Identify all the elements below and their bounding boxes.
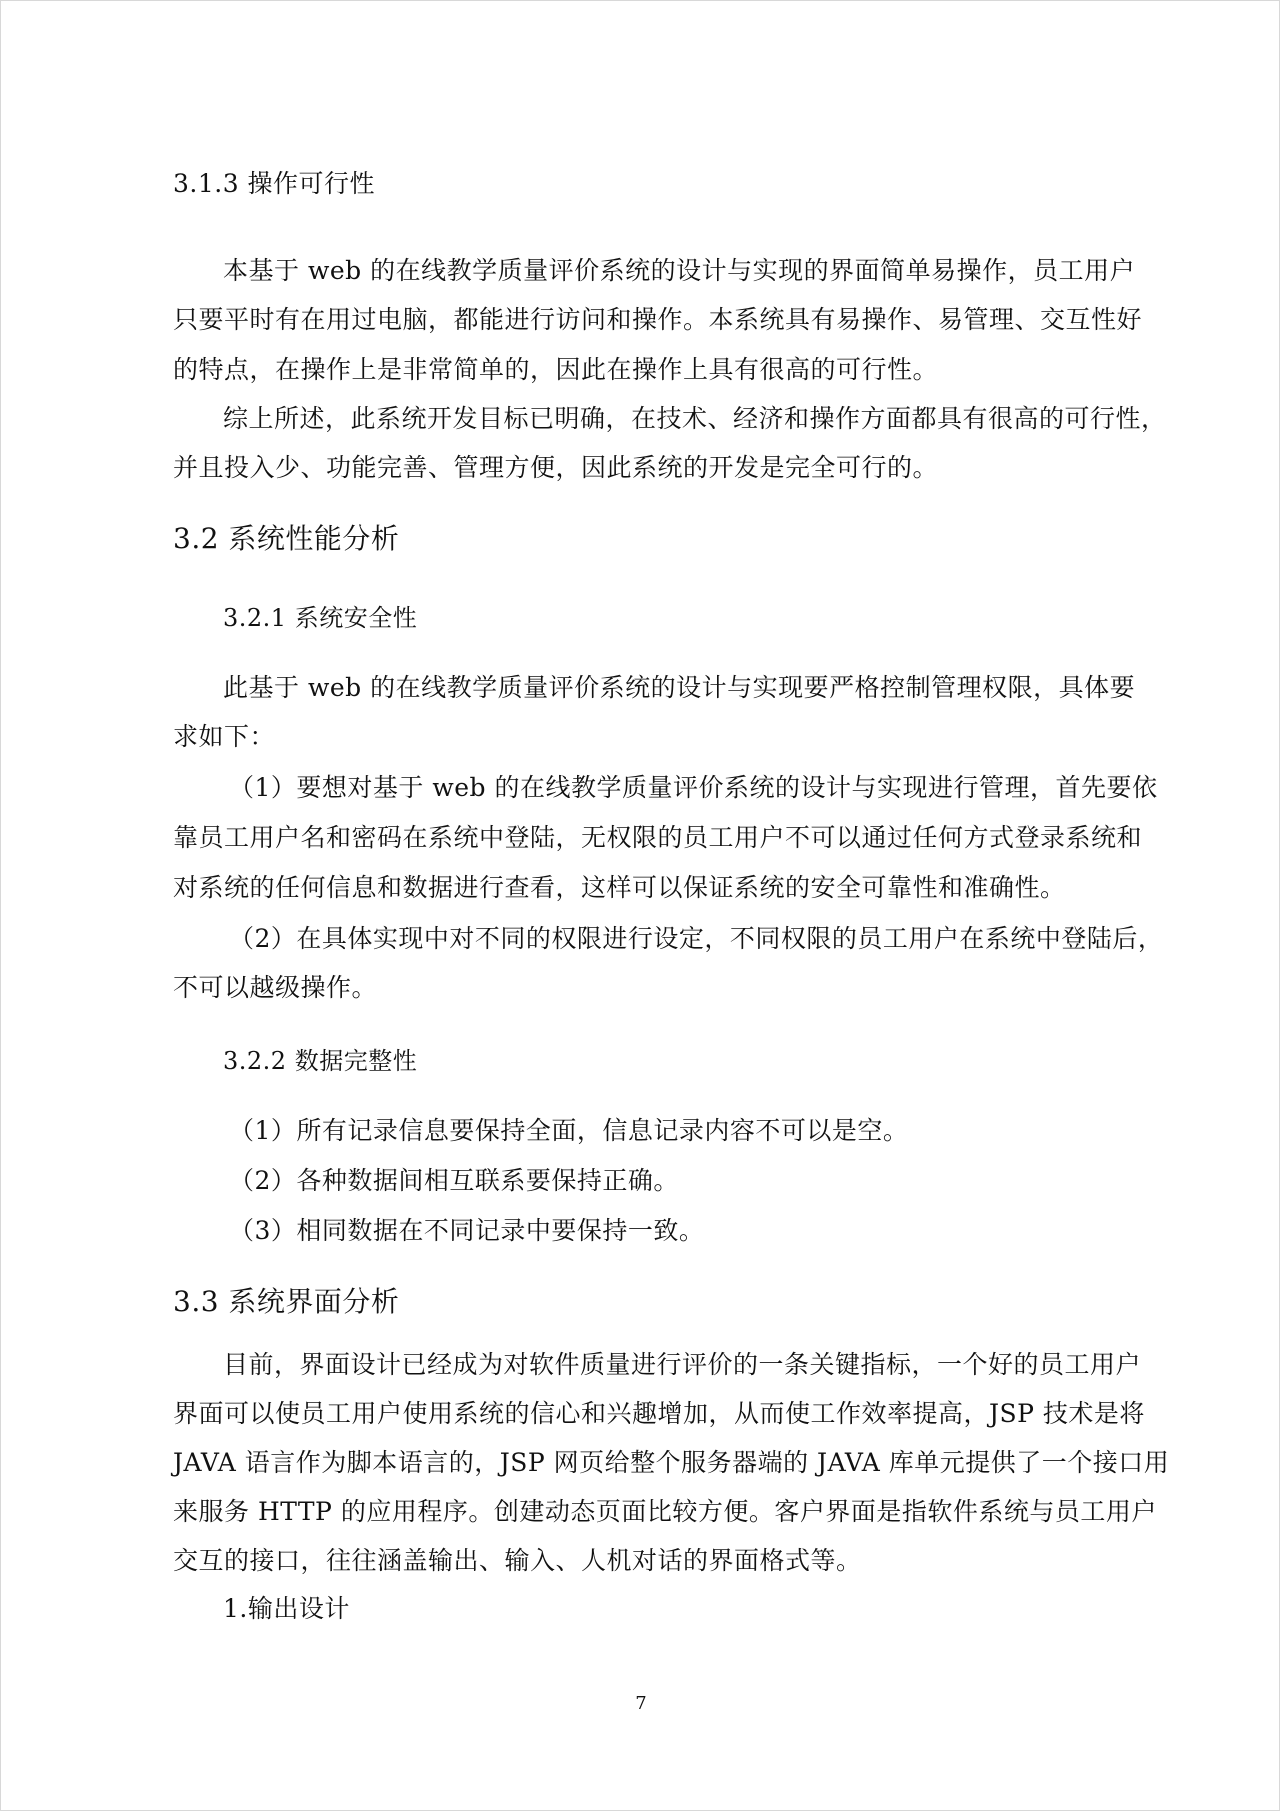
heading-3-3: 3.3 系统界面分析	[173, 1285, 400, 1318]
paragraph-line: 不可以越级操作。	[173, 973, 378, 1002]
paragraph-line: 本基于 web 的在线教学质量评价系统的设计与实现的界面简单易操作，员工用户	[223, 256, 1136, 285]
list-item: （3）相同数据在不同记录中要保持一致。	[229, 1216, 705, 1245]
paragraph-line: （1）要想对基于 web 的在线教学质量评价系统的设计与实现进行管理，首先要依	[229, 773, 1158, 802]
paragraph-line: 的特点，在操作上是非常简单的，因此在操作上具有很高的可行性。	[173, 355, 939, 384]
heading-3-1-3: 3.1.3 操作可行性	[173, 169, 376, 198]
paragraph-line: 交互的接口，往往涵盖输出、输入、人机对话的界面格式等。	[173, 1546, 862, 1575]
paragraph-line: 只要平时有在用过电脑，都能进行访问和操作。本系统具有易操作、易管理、交互性好	[173, 305, 1143, 334]
paragraph-line: 综上所述，此系统开发目标已明确，在技术、经济和操作方面都具有很高的可行性，	[223, 404, 1167, 433]
paragraph-line: 来服务 HTTP 的应用程序。创建动态页面比较方便。客户界面是指软件系统与员工用户	[173, 1497, 1157, 1526]
paragraph-line: 并且投入少、功能完善、管理方便，因此系统的开发是完全可行的。	[173, 453, 939, 482]
heading-3-2-1: 3.2.1 系统安全性	[223, 604, 418, 632]
paragraph-line: （2）在具体实现中对不同的权限进行设定，不同权限的员工用户在系统中登陆后，	[229, 924, 1164, 953]
list-item: （1）所有记录信息要保持全面，信息记录内容不可以是空。	[229, 1116, 909, 1145]
paragraph-line: 靠员工用户名和密码在系统中登陆，无权限的员工用户不可以通过任何方式登录系统和	[173, 823, 1143, 852]
heading-3-2: 3.2 系统性能分析	[173, 522, 400, 555]
list-item: （2）各种数据间相互联系要保持正确。	[229, 1166, 679, 1195]
subsection-item: 1.输出设计	[223, 1594, 350, 1623]
paragraph-line: 对系统的任何信息和数据进行查看，这样可以保证系统的安全可靠性和准确性。	[173, 873, 1066, 902]
paragraph-line: 此基于 web 的在线教学质量评价系统的设计与实现要严格控制管理权限，具体要	[223, 673, 1136, 702]
paragraph-line: 界面可以使员工用户使用系统的信心和兴趣增加，从而使工作效率提高，JSP 技术是将	[173, 1399, 1145, 1428]
paragraph-line: JAVA 语言作为脚本语言的，JSP 网页给整个服务器端的 JAVA 库单元提供了一个接口用	[173, 1448, 1170, 1477]
paragraph-line: 求如下：	[173, 722, 276, 751]
page-number: 7	[635, 1693, 647, 1714]
heading-3-2-2: 3.2.2 数据完整性	[223, 1047, 418, 1075]
paragraph-line: 目前，界面设计已经成为对软件质量进行评价的一条关键指标，一个好的员工用户	[223, 1350, 1142, 1379]
